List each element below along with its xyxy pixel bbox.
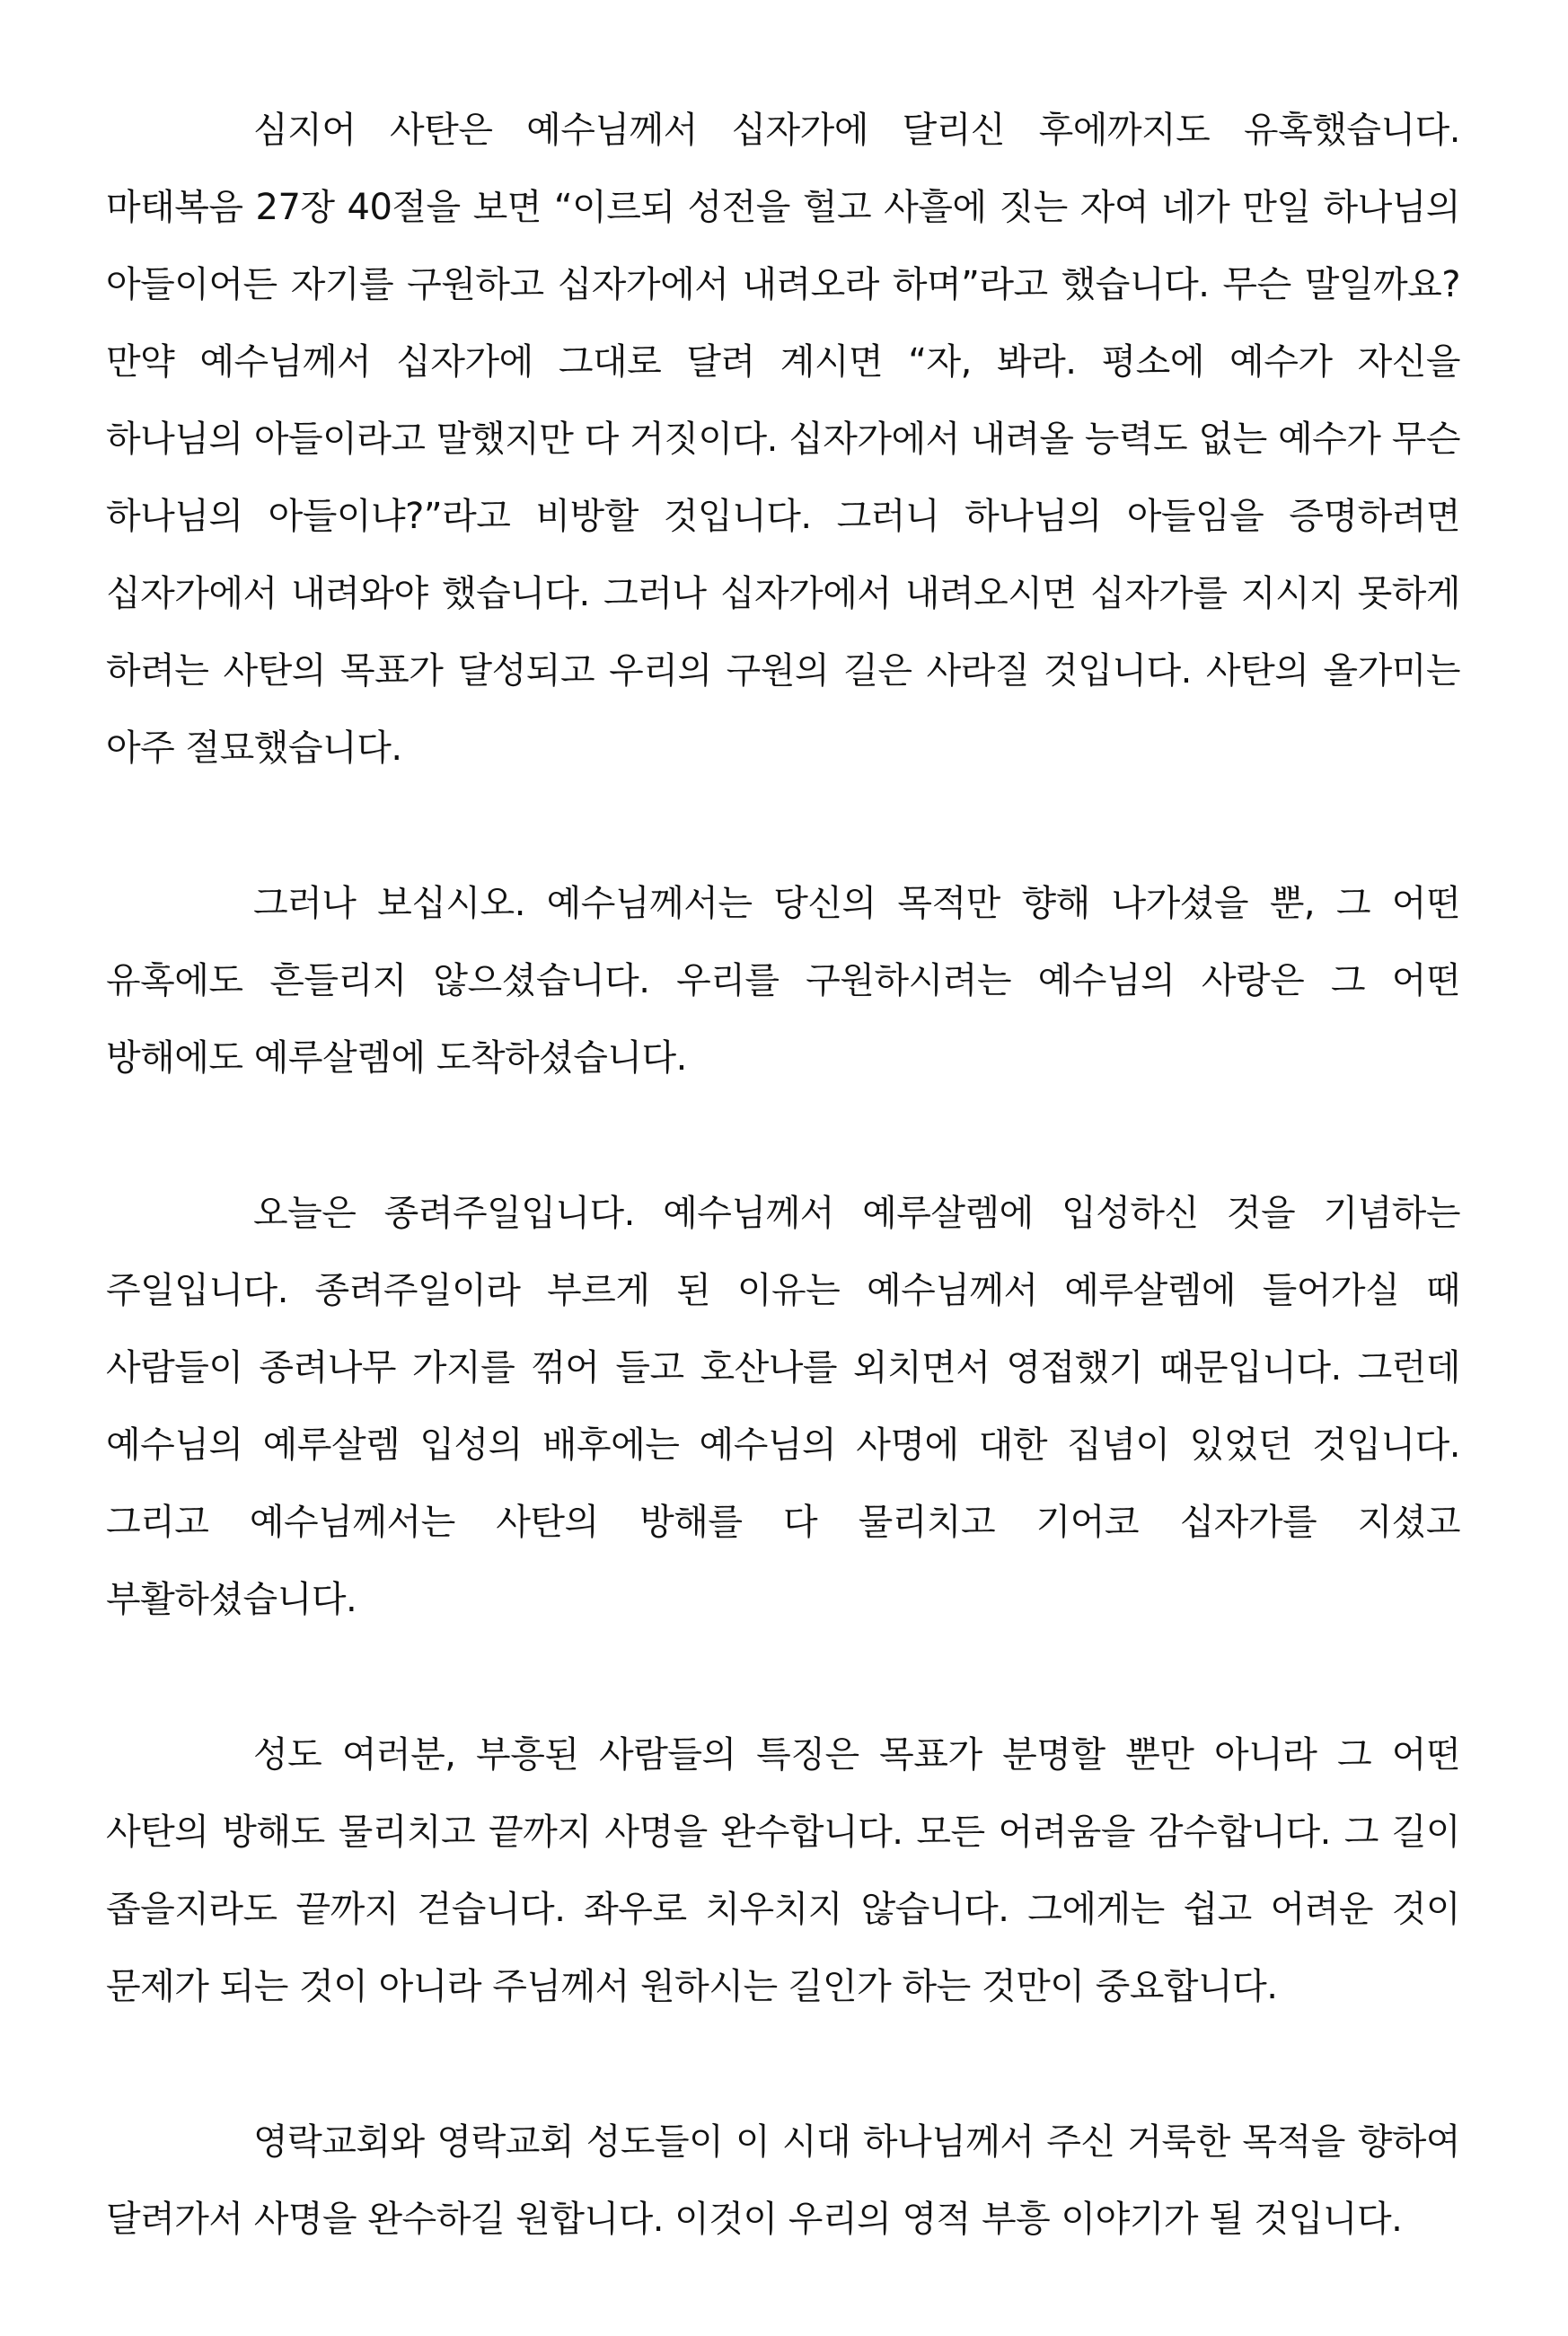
paragraph-jesus-not-shaken: 그러나 보십시오. 예수님께서는 당신의 목적만 향해 나가셨을 뿐, 그 어떤 유혹에도 흔들리지 않으셨습니다. 우리를 구원하시려는 예수님의 사랑은 그 어떤 방해에도 예루살렘에 도착하셨습니다. [106, 883, 1460, 1079]
paragraph-revived-people-traits: 성도 여러분, 부흥된 사람들의 특징은 목표가 분명할 뿐만 아니라 그 어떤 사탄의 방해도 물리치고 끝까지 사명을 완수합니다. 모든 어려움을 감수합니다. 그 길이 좁을지라도 끝까지 걷습니다. 좌우로 치우치지 않습니다. 그에게는 쉽고 어려운 것이 문제가 되는 것이 아니라 주님께서 원하시는 길인가 하는 것만이 중요합니다. [106, 1734, 1460, 2007]
paragraph-closing-wish: 영락교회와 영락교회 성도들이 이 시대 하나님께서 주신 거룩한 목적을 향하여 달려가서 사명을 완수하길 원합니다. 이것이 우리의 영적 부흥 이야기가 될 것입니다. [106, 2121, 1460, 2240]
paragraph-satan-temptation-cross: 심지어 사탄은 예수님께서 십자가에 달리신 후에까지도 유혹했습니다. 마태복음 27장 40절을 보면 “이르되 성전을 헐고 사흘에 짓는 자여 네가 만일 하나님의 아들이어든 자기를 구원하고 십자가에서 내려오라 하며”라고 했습니다. 무슨 말일까요? 만약 예수님께서 십자가에 그대로 달려 계시면 “자, 봐라. 평소에 예수가 자신을 하나님의 아들이라고 말했지만 다 거짓이다. 십자가에서 내려올 능력도 없는 예수가 무슨 하나님의 아들이냐?”라고 비방할 것입니다. 그러니 하나님의 아들임을 증명하려면 십자가에서 내려와야 했습니다. 그러나 십자가에서 내려오시면 십자가를 지시지 못하게 하려는 사탄의 목표가 달성되고 우리의 구원의 길은 사라질 것입니다. 사탄의 올가미는 아주 절묘했습니다. [106, 110, 1460, 769]
paragraph-palm-sunday: 오늘은 종려주일입니다. 예수님께서 예루살렘에 입성하신 것을 기념하는 주일입니다. 종려주일이라 부르게 된 이유는 예수님께서 예루살렘에 들어가실 때 사람들이 종려나무 가지를 꺾어 들고 호산나를 외치면서 영접했기 때문입니다. 그런데 예수님의 예루살렘 입성의 배후에는 예수님의 사명에 대한 집념이 있었던 것입니다. 그리고 예수님께서는 사탄의 방해를 다 물리치고 기어코 십자가를 지셨고 부활하셨습니다. [106, 1193, 1460, 1620]
document-page [106, 92, 1460, 2336]
